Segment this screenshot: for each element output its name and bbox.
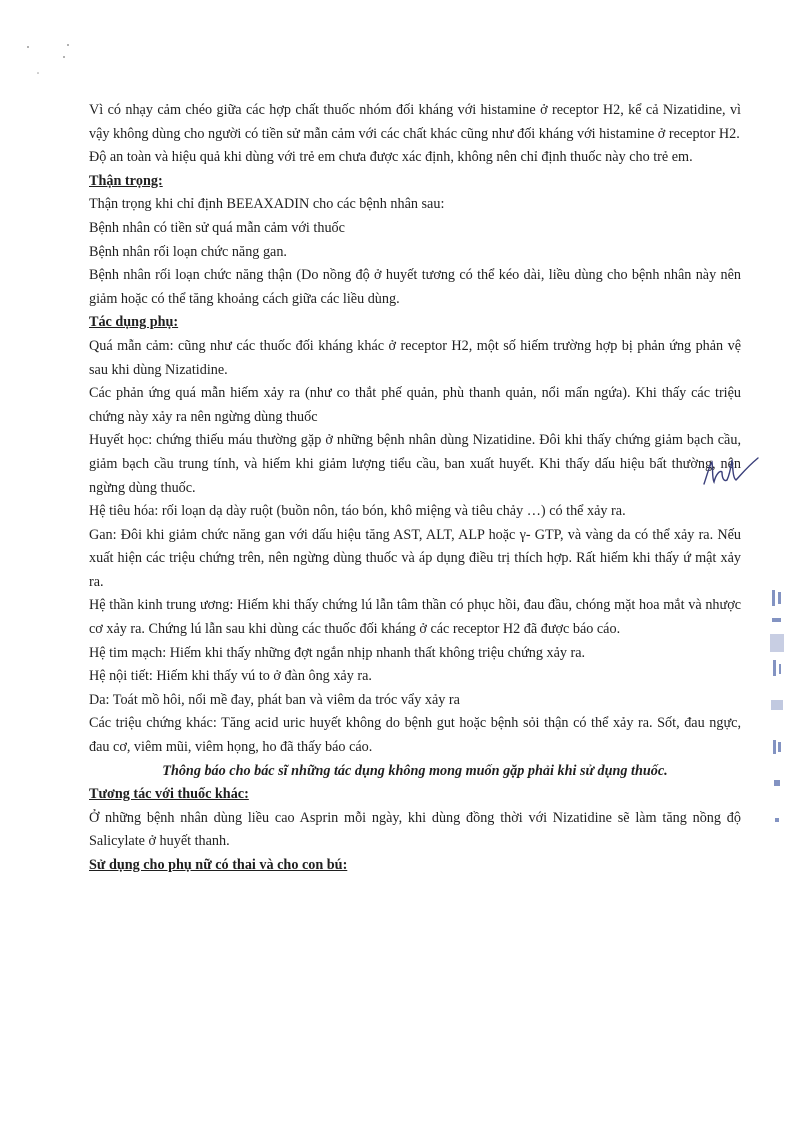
heading-pregnancy: Sử dụng cho phụ nữ có thai và cho con bú: bbox=[89, 857, 348, 873]
heading-interactions: Tương tác với thuốc khác: bbox=[89, 786, 249, 803]
handwritten-signature bbox=[700, 452, 760, 492]
paragraph-endocrine: Hệ nội tiết: Hiếm khi thấy vú to ở đàn ông xảy ra. bbox=[89, 668, 372, 685]
heading-side-effects: Tác dụng phụ: bbox=[89, 314, 179, 331]
document-body bbox=[89, 99, 741, 878]
paragraph-children-safety: Độ an toàn và hiệu quả khi dùng với trẻ em chưa được xác định, không nên chỉ định thuốc này cho trẻ em. bbox=[89, 149, 693, 166]
paragraph-precaution-hypersensitivity: Bệnh nhân có tiền sử quá mẫn cảm với thuốc bbox=[89, 219, 345, 236]
paragraph-rare-reactions: Các phản ứng quá mẫn hiếm xảy ra (như co thắt phế quản, phù thanh quản, nổi mẩn ngứa). Khi thấy các triệu chứng này xảy ra nên ngừng dùng thuốc bbox=[89, 385, 741, 425]
paragraph-cross-sensitivity: Vì có nhạy cảm chéo giữa các hợp chất thuốc nhóm đối kháng với histamine ở receptor H2, kể cả Nizatidine, vì vậy không dùng cho người có tiền sử mẫn cảm với các chất khác cũng như đối kháng với histamine ở receptor H2. bbox=[89, 102, 741, 142]
paragraph-cardiovascular: Hệ tim mạch: Hiếm khi thấy những đợt ngắn nhịp nhanh thất không triệu chứng xảy ra. bbox=[89, 644, 586, 661]
notice-report-to-doctor: Thông báo cho bác sĩ những tác dụng không mong muốn gặp phải khi sử dụng thuốc. bbox=[162, 762, 668, 779]
paragraph-other-symptoms: Các triệu chứng khác: Tăng acid uric huyết không do bệnh gut hoặc bệnh sỏi thận có thể xảy ra. Sốt, đau ngực, đau cơ, viêm mũi, viêm họng, ho đã thấy báo cáo. bbox=[89, 715, 741, 756]
scan-specks bbox=[20, 35, 80, 75]
paragraph-precaution-kidney: Bệnh nhân rối loạn chức năng thận (Do nồng độ ở huyết tương có thể kéo dài, liều dùng cho bệnh nhân này nên giảm hoặc có thể tăng khoảng cách giữa các liều dùng. bbox=[89, 267, 741, 307]
paragraph-liver: Gan: Đôi khi giảm chức năng gan với dấu hiệu tăng AST, ALT, ALP hoặc γ- GTP, và vàng da có thể xảy ra. Nếu xuất hiện các triệu chứng trên, nên ngừng dùng thuốc và áp dụng điều trị thích hợp. Rất hiếm khi thấy ứ mật xảy ra. bbox=[89, 526, 741, 590]
paragraph-skin: Da: Toát mồ hôi, nổi mề đay, phát ban và viêm da tróc vẩy xảy ra bbox=[89, 691, 460, 708]
paragraph-precautions-intro: Thận trọng khi chỉ định BEEAXADIN cho các bệnh nhân sau: bbox=[89, 196, 445, 213]
paragraph-hypersensitivity: Quá mẫn cảm: cũng như các thuốc đối kháng khác ở receptor H2, một số hiếm trường hợp bị phản ứng phản vệ sau khi dùng Nizatidine. bbox=[89, 337, 741, 378]
paragraph-cns: Hệ thần kinh trung ương: Hiếm khi thấy chứng lú lẫn tâm thần có phục hồi, đau đầu, chóng mặt hoa mắt và nhược cơ xảy ra. Chứng lú lẫn sau khi dùng các thuốc đối kháng ở các receptor H2 đã được báo cáo. bbox=[89, 597, 741, 638]
paragraph-hematology: Huyết học: chứng thiếu máu thường gặp ở những bệnh nhân dùng Nizatidine. Đôi khi thấy chứng giảm bạch cầu, giảm bạch cầu trung tính, và hiếm khi giảm lượng tiểu cầu, ban xuất huyết. Khi thấy dấu hiệu bất thường, nên ngừng dùng thuốc. bbox=[89, 432, 741, 496]
paragraph-precaution-liver: Bệnh nhân rối loạn chức năng gan. bbox=[89, 243, 287, 260]
heading-precautions: Thận trọng: bbox=[89, 172, 163, 189]
paragraph-digestive: Hệ tiêu hóa: rối loạn dạ dày ruột (buồn nôn, táo bón, khô miệng và tiêu chảy …) có thể xảy ra. bbox=[89, 503, 626, 520]
paragraph-aspirin-interaction: Ở những bệnh nhân dùng liều cao Asprin mỗi ngày, khi dùng đồng thời với Nizatidine sẽ làm tăng nồng độ Salicylate ở huyết thanh. bbox=[89, 809, 741, 850]
side-stamp-mark bbox=[760, 590, 796, 850]
